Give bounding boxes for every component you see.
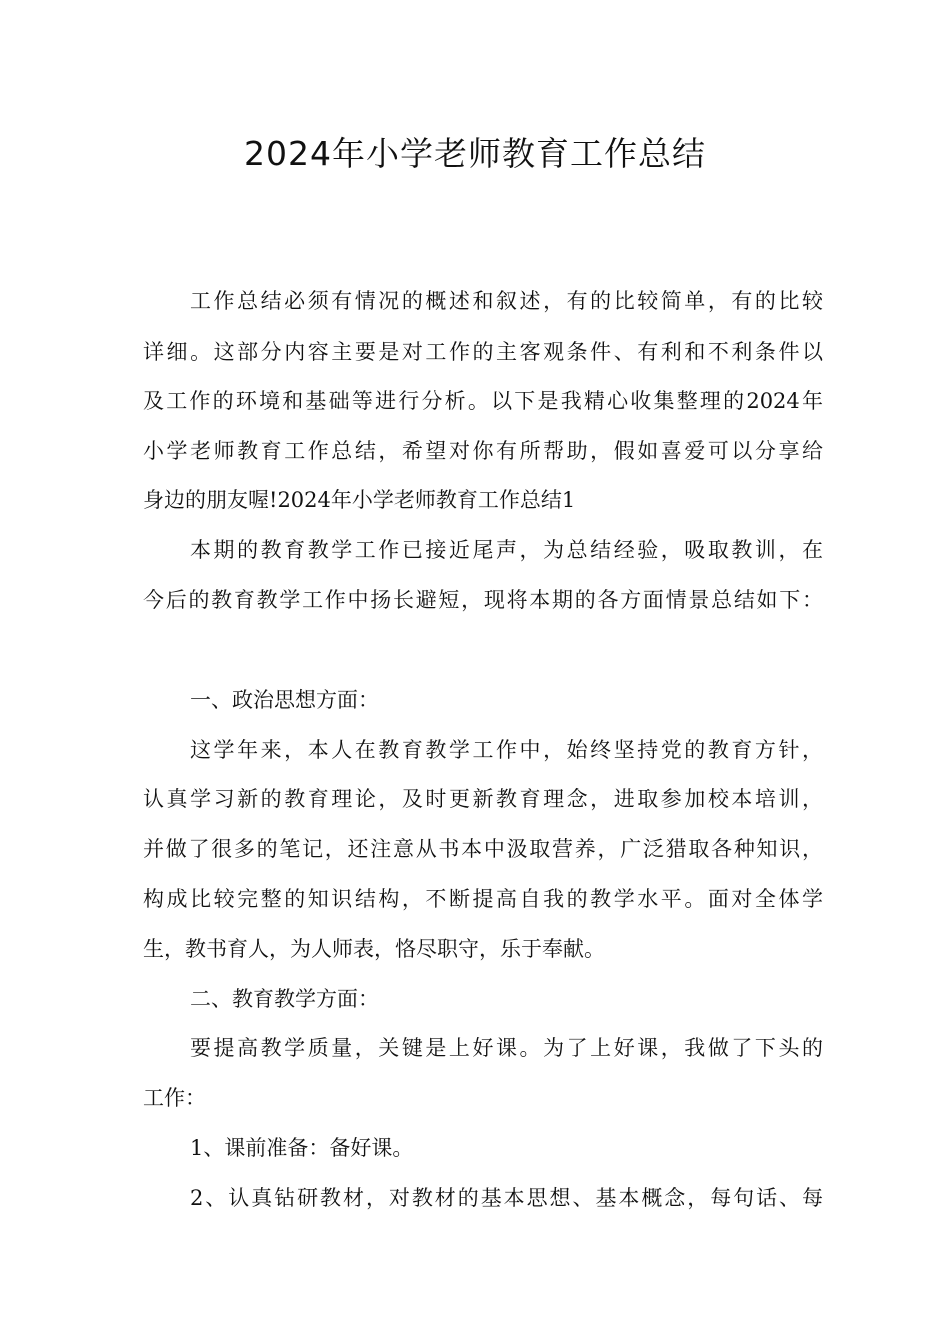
section-heading: 一、政治思想方面： [190,688,379,712]
list-item: 2、认真钻研教材，对教材的基本思想、基本概念，每句话、每 [190,1186,823,1210]
paragraph-line: 今后的教育教学工作中扬长避短，现将本期的各方面情景总结如下： [143,588,823,612]
paragraph-line: 工作： [143,1086,206,1110]
document-title: 2024年小学老师教育工作总结 [244,134,706,173]
paragraph-line: 生，教书育人，为人师表，恪尽职守，乐于奉献。 [143,937,605,961]
paragraph-line: 并做了很多的笔记，还注意从书本中汲取营养，广泛猎取各种知识， [143,837,823,861]
paragraph-line: 工作总结必须有情况的概述和叙述，有的比较简单，有的比较 [190,289,823,313]
section-heading: 二、教育教学方面： [190,987,379,1011]
paragraph-line: 要提高教学质量，关键是上好课。为了上好课，我做了下头的 [190,1036,823,1060]
paragraph-line: 认真学习新的教育理论，及时更新教育理念，进取参加校本培训， [143,787,823,811]
paragraph-line: 详细。这部分内容主要是对工作的主客观条件、有利和不利条件以 [143,340,823,364]
paragraph-line: 本期的教育教学工作已接近尾声，为总结经验，吸取教训，在 [190,538,823,562]
paragraph-line: 身边的朋友喔!2024年小学老师教育工作总结1 [143,488,576,512]
paragraph-line: 构成比较完整的知识结构，不断提高自我的教学水平。面对全体学 [143,887,823,911]
paragraph-line: 小学老师教育工作总结，希望对你有所帮助，假如喜爱可以分享给 [143,439,823,463]
paragraph-line: 及工作的环境和基础等进行分析。以下是我精心收集整理的2024年 [143,389,823,413]
list-item: 1、课前准备：备好课。 [190,1136,414,1160]
paragraph-line: 这学年来，本人在教育教学工作中，始终坚持党的教育方针， [190,738,823,762]
